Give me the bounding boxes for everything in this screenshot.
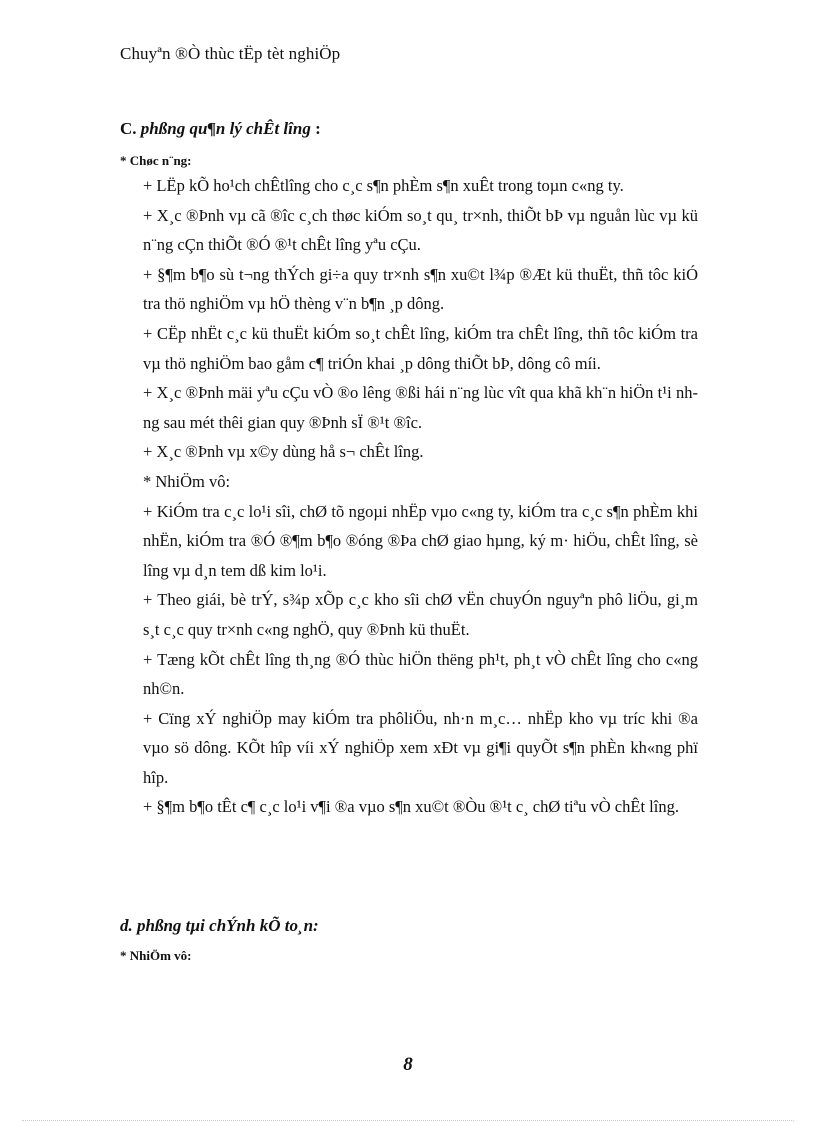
duty-label: * NhiÖm vô: xyxy=(143,471,231,491)
duty-item: + Theo giái, bè trÝ, s¾p xÕp c¸c kho sîi chØ vËn chuyÓn nguyªn phô liÖu, gi¸m s¸t c¸c quy tr×nh c«ng nghÖ, quy ®Þnh kü thuËt. xyxy=(143,590,698,639)
section-c-suffix: : xyxy=(310,119,321,138)
function-item: + CËp nhËt c¸c kü thuËt kiÓm so¸t chÊt lîng, kiÓm tra chÊt lîng, thñ tôc kiÓm tra vµ thö nghiÖm bao gåm c¶ triÓn khai ¸p dông thiÕt bÞ, dông cô míi. xyxy=(143,323,698,373)
duty-item: + Tæng kÕt chÊt lîng th¸ng ®Ó thùc hiÖn thëng ph¹t, ph¸t vÒ chÊt lîng cho c«ng nh©n. xyxy=(143,649,698,699)
section-c-heading xyxy=(120,119,321,139)
running-header: Chuyªn ®Ò thùc tËp tèt nghiÖp xyxy=(120,44,341,63)
section-d-heading xyxy=(120,916,319,936)
section-c-body xyxy=(143,171,698,822)
section-d-title: d. phßng tµi chÝnh kÕ to¸n: xyxy=(120,916,319,935)
function-item: + LËp kÕ ho¹ch chÊtlîng cho c¸c s¶n phÈm s¶n xuÊt trong toµn c«ng ty. xyxy=(143,176,624,195)
function-item: + X¸c ®Þnh mäi yªu cÇu vÒ ®o lêng ®ßi hái n¨ng lùc vît qua khã kh¨n hiÖn t¹i nhng sau mét thêi gian quy ®Þnh sÏ ®¹t ®îc. xyxy=(143,383,698,432)
section-c-title: phßng qu¶n lý chÊt lîng xyxy=(140,119,311,138)
duty-item: + KiÓm tra c¸c lo¹i sîi, chØ tõ ngoµi nhËp vµo c«ng ty, kiÓm tra c¸c s¶n phÈm khi nhËn, kiÓm tra ®Ó ®¶m b¶o ®óng ®Þa chØ giao hµng, ký m· hiÖu, chÊt lîng, sè lîng vµ d¸n tem dß kim lo¹i. xyxy=(143,501,698,580)
page-bottom-divider xyxy=(22,1120,794,1121)
duty-item: + §¶m b¶o tÊt c¶ c¸c lo¹i v¶i ®a vµo s¶n xu©t ®Òu ®¹t c¸ chØ tiªu vÒ chÊt lîng. xyxy=(143,797,679,817)
section-d-duty-label: * NhiÖm vô: xyxy=(120,948,192,963)
function-item: + §¶m b¶o sù t¬ng thÝch gi÷a quy tr×nh s¶n xu©t l¾p ®Æt kü thuËt, thñ tôc kiÓ tra thö nghiÖm vµ hÖ thèng v¨n b¶n ¸p dông. xyxy=(143,264,698,314)
function-item: + X¸c ®Þnh vµ x©y dùng hå s¬ chÊt lîng. xyxy=(143,442,424,462)
page-number: 8 xyxy=(403,1054,413,1075)
duty-item: + Cïng xÝ nghiÖp may kiÓm tra phôliÖu, nh·n m¸c… nhËp kho vµ tríc khi ®a vµo sö dông. KÕt hîp víi xÝ nghiÖp xem xÐt vµ gi¶i quyÕt s¶n phÈn kh«ng phï hîp. xyxy=(143,708,698,787)
function-item: + X¸c ®Þnh vµ cã ®îc c¸ch thøc kiÓm so¸t qu¸ tr×nh, thiÕt bÞ vµ nguån lùc vµ kü n¨ng cÇn thiÕt ®Ó ®¹t chÊt lîng yªu cÇu. xyxy=(143,205,698,255)
section-c-prefix: C. xyxy=(120,119,141,138)
function-label: * Chøc n¨ng: xyxy=(120,153,192,168)
